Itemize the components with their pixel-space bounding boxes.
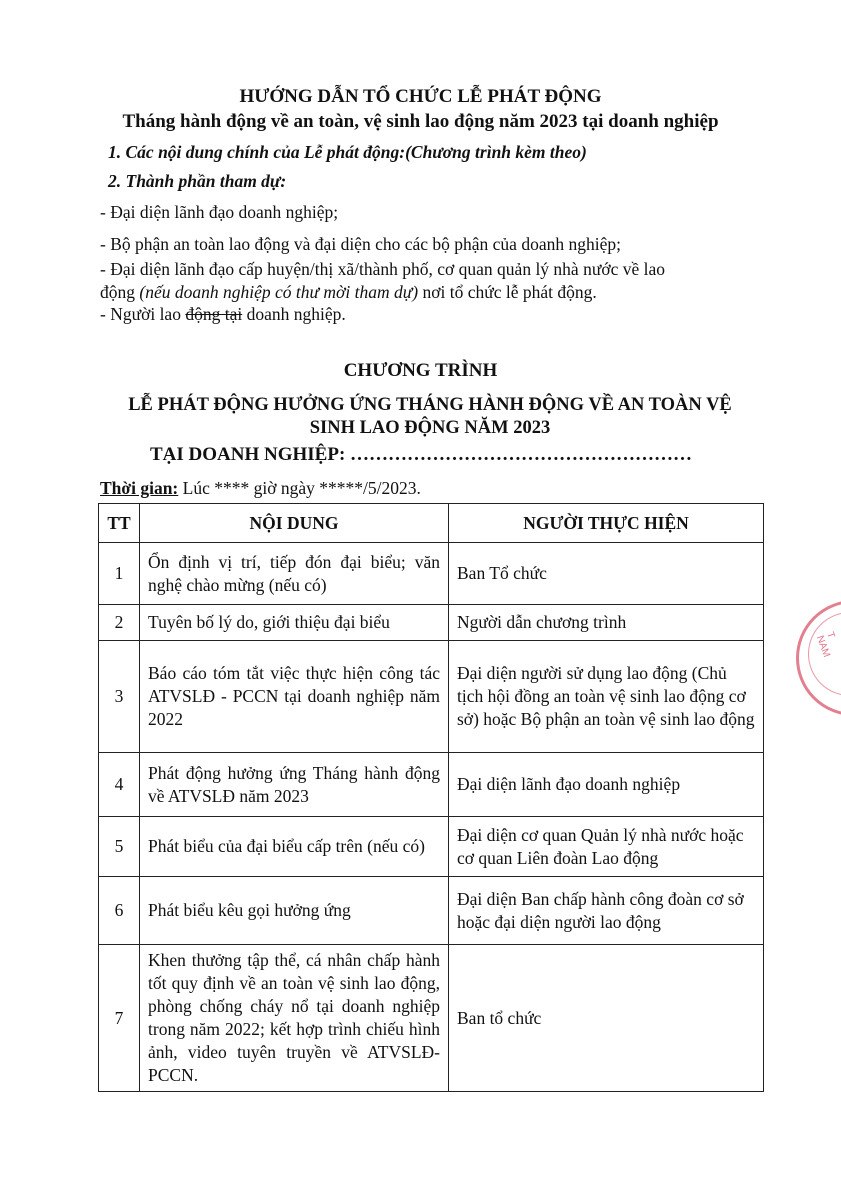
row-number: 1 (99, 543, 140, 605)
table-row (99, 605, 764, 641)
time-value: Lúc **** giờ ngày *****/5/2023. (178, 478, 421, 498)
program-title: CHƯƠNG TRÌNH (343, 360, 498, 381)
header-tt: TT (99, 504, 140, 543)
row-number: 7 (99, 945, 140, 1092)
row-number: 3 (99, 641, 140, 753)
row-content: Phát động hưởng ứng Tháng hành động về ATVSLĐ năm 2023 (140, 753, 449, 817)
row-person: Ban Tổ chức (449, 543, 764, 605)
table-row (99, 753, 764, 817)
row-number: 4 (99, 753, 140, 817)
participant-item-3-line1: - Đại diện lãnh đạo cấp huyện/thị xã/thành phố, cơ quan quản lý nhà nước về lao (100, 259, 665, 279)
company-line: TẠI DOANH NGHIỆP: ……………………………………………… (150, 444, 693, 465)
row-content: Phát biểu kêu gọi hưởng ứng (140, 877, 449, 945)
table-row (99, 543, 764, 605)
row-number: 6 (99, 877, 140, 945)
section-2-heading: 2. Thành phần tham dự: (108, 171, 287, 191)
struck-text: động tại (185, 304, 243, 324)
time-line (100, 478, 421, 499)
row-content: Phát biểu của đại biểu cấp trên (nếu có) (140, 817, 449, 877)
italic-note: (nếu doanh nghiệp có thư mời tham dự) (139, 282, 419, 302)
row-content: Ổn định vị trí, tiếp đón đại biểu; văn nghệ chào mừng (nếu có) (140, 543, 449, 605)
section-1-heading: 1. Các nội dung chính của Lễ phát động:(Chương trình kèm theo) (108, 142, 587, 162)
table-header-row (99, 504, 764, 543)
header-content: NỘI DUNG (140, 504, 449, 543)
document-title: HƯỚNG DẪN TỔ CHỨC LỄ PHÁT ĐỘNG (239, 86, 602, 107)
row-person: Người dẫn chương trình (449, 605, 764, 641)
row-person: Đại diện lãnh đạo doanh nghiệp (449, 753, 764, 817)
table-row (99, 877, 764, 945)
row-person: Đại diện người sử dụng lao động (Chủ tịch hội đồng an toàn vệ sinh lao động cơ sở) hoặc Bộ phận an toàn vệ sinh lao động (449, 641, 764, 753)
row-content: Báo cáo tóm tắt việc thực hiện công tác ATVSLĐ - PCCN tại doanh nghiệp năm 2022 (140, 641, 449, 753)
stamp-text: T NAM (813, 630, 837, 659)
row-content: Khen thưởng tập thể, cá nhân chấp hành tốt quy định về an toàn vệ sinh lao động, phòng chống cháy nổ tại doanh nghiệp trong năm 2022; kết hợp trình chiếu hình ảnh, video tuyên truyền về ATVSLĐ-PCCN. (140, 945, 449, 1092)
participant-item-1: - Đại diện lãnh đạo doanh nghiệp; (100, 202, 339, 222)
participant-item-4 (100, 304, 346, 325)
table-row (99, 945, 764, 1092)
red-stamp (796, 600, 841, 720)
row-person: Đại diện cơ quan Quản lý nhà nước hoặc cơ quan Liên đoàn Lao động (449, 817, 764, 877)
program-subtitle-line2: SINH LAO ĐỘNG NĂM 2023 (309, 418, 551, 438)
table-row (99, 817, 764, 877)
row-person: Đại diện Ban chấp hành công đoàn cơ sở hoặc đại diện người lao động (449, 877, 764, 945)
document-subtitle: Tháng hành động về an toàn, vệ sinh lao động năm 2023 tại doanh nghiệp (122, 111, 719, 132)
row-number: 5 (99, 817, 140, 877)
row-number: 2 (99, 605, 140, 641)
participant-item-3-line2 (100, 282, 597, 303)
time-label: Thời gian: (100, 478, 179, 498)
table-row (99, 641, 764, 753)
program-table (98, 503, 764, 1092)
text-run: động (100, 282, 140, 302)
program-subtitle-line1: LỄ PHÁT ĐỘNG HƯỞNG ỨNG THÁNG HÀNH ĐỘNG VỀ AN TOÀN VỆ (128, 395, 732, 415)
text-run: nơi tổ chức lễ phát động. (418, 282, 597, 302)
text-run: - Người lao (100, 304, 186, 324)
row-person: Ban tổ chức (449, 945, 764, 1092)
row-content: Tuyên bố lý do, giới thiệu đại biểu (140, 605, 449, 641)
header-person: NGƯỜI THỰC HIỆN (449, 504, 764, 543)
participant-item-2: - Bộ phận an toàn lao động và đại diện cho các bộ phận của doanh nghiệp; (100, 234, 621, 254)
text-run: doanh nghiệp. (242, 304, 346, 324)
